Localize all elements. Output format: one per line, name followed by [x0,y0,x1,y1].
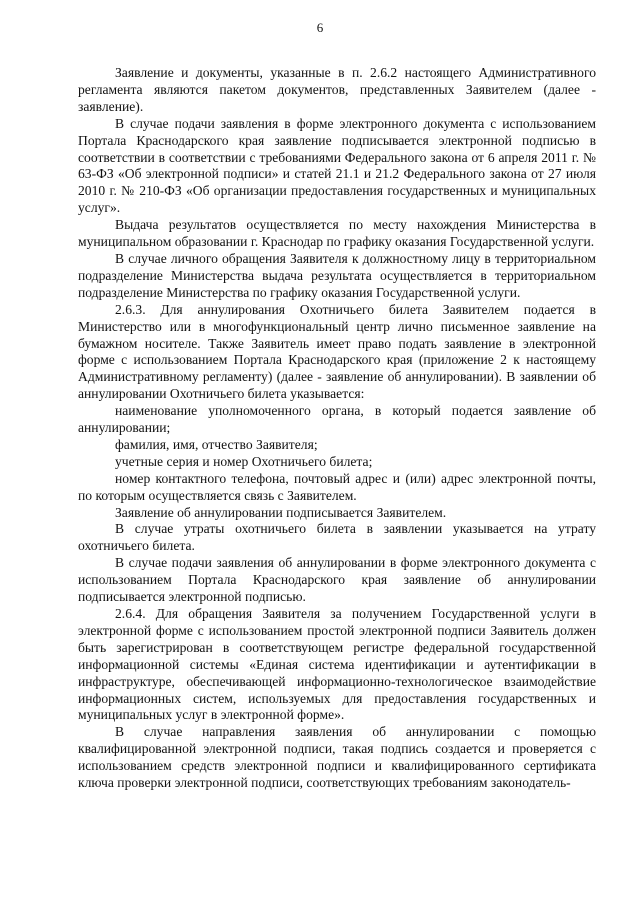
paragraph-electronic-signature: В случае подачи заявления в форме электронного документа с использованием Портала Краснодарского края заявление подписывается электронной подписью в соответствии в соответствии с требованиями Федерального закона от 6 апреля 2011 г. № 63-ФЗ «Об электронной подписи» и статей 21.1 и 21.2 Федерального закона от 27 июля 2010 г. № 210-ФЗ «Об организации предоставления государственных и муниципальных услуг». [78,115,596,216]
list-item-contacts: номер контактного телефона, почтовый адрес и (или) адрес электронной почты, по которым осуществляется связь с Заявителем. [78,470,596,503]
paragraph-signed: Заявление об аннулировании подписывается Заявителем. [115,504,447,520]
document-body [78,65,596,792]
paragraph-electronic-annulment: В случае подачи заявления об аннулировании в форме электронного документа с использованием Портала Краснодарского края заявление об аннулировании подписывается электронной подписью. [78,555,596,605]
list-item-ticket-number: учетные серия и номер Охотничьего билета; [115,453,373,469]
list-item-full-name: фамилия, имя, отчество Заявителя; [115,436,318,452]
paragraph-loss: В случае утраты охотничьего билета в заявлении указывается на утрату охотничьего билета. [78,521,596,554]
paragraph-issuance: Выдача результатов осуществляется по месту нахождения Министерства в муниципальном образовании г. Краснодар по графику оказания Государственной услуги. [78,217,596,250]
paragraph-section-2-6-3: 2.6.3. Для аннулирования Охотничьего билета Заявителем подается в Министерство или в многофункциональный центр лично письменное заявление на бумажном носителе. Также Заявитель имеет право подать заявление в электронной форме с использованием Портала Краснодарского края (приложение 2 к настоящему Административному регламенту) (далее - заявление об аннулировании). В заявлении об аннулировании Охотничьего билета указывается: [78,301,596,402]
paragraph-section-2-6-4: 2.6.4. Для обращения Заявителя за получением Государственной услуги в электронной форме с использованием простой электронной подписи Заявитель должен быть зарегистрирован в соответствующем регистре федеральной государственной информационной системы «Единая система идентификации и аутентификации в инфраструктуре, обеспечивающей информационно-технологическое взаимодействие информационных систем, используемых для предоставления государственных и муниципальных услуг в электронной форме». [78,606,596,723]
list-item-authority: наименование уполномоченного органа, в который подается заявление об аннулировании; [78,403,596,436]
paragraph-personal-appeal: В случае личного обращения Заявителя к должностному лицу в территориальном подразделение Министерства выдача результата осуществляется в территориальном подразделение Министерства по графику оказания Государственной услуги. [78,250,596,300]
paragraph-qualified-signature: В случае направления заявления об аннулировании с помощью квалифицированной электронной подписи, такая подпись создается и проверяется с использованием средств электронной подписи и квалифицированного сертификата ключа проверки электронной подписи, соответствующих требованиям законодатель- [78,724,596,791]
page-number: 6 [316,20,324,35]
paragraph-package: Заявление и документы, указанные в п. 2.6.2 настоящего Административного регламента являются пакетом документов, представленных Заявителем (далее - заявление). [78,65,596,114]
